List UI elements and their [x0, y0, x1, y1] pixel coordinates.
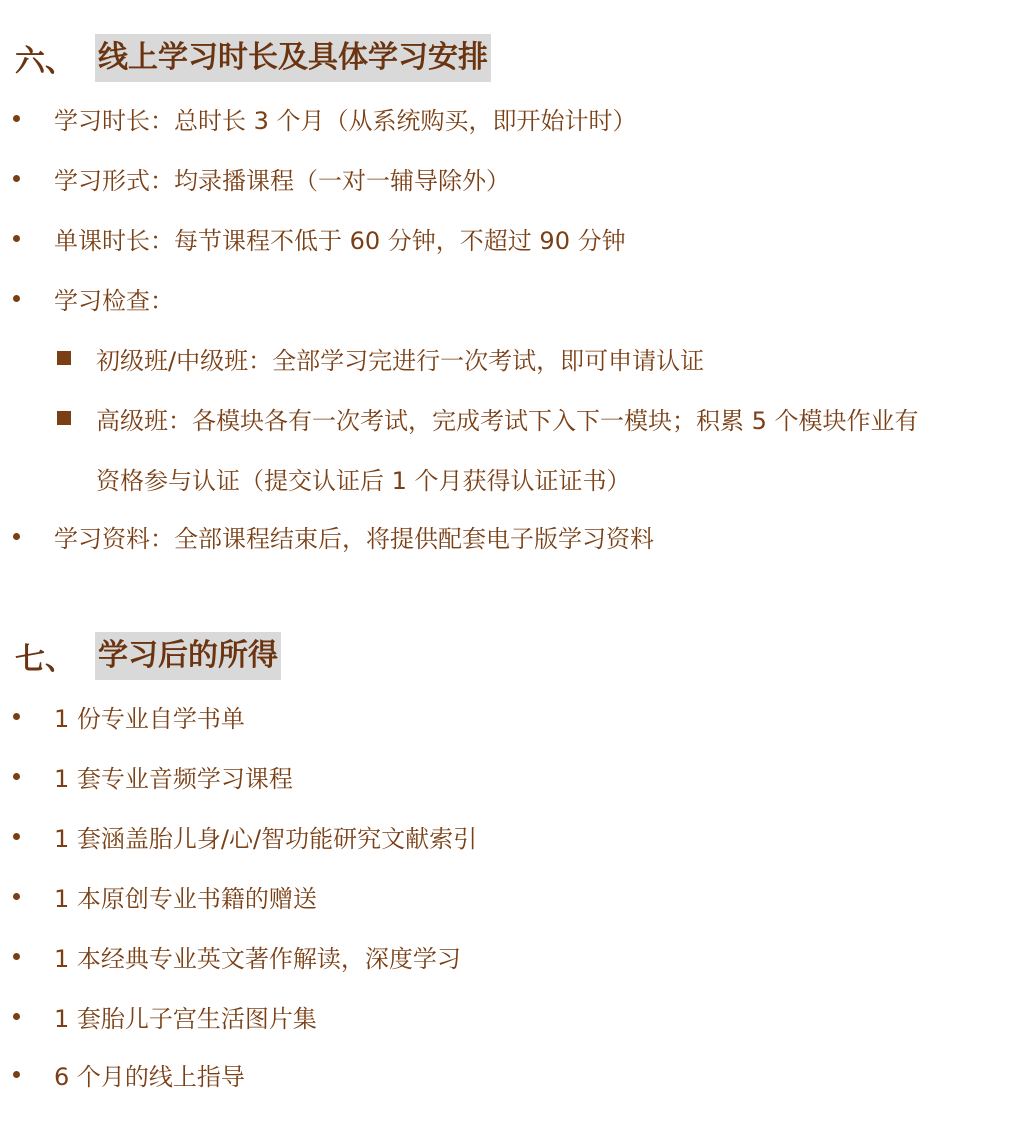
bullet-dot-icon [13, 953, 20, 960]
bullet-dot-icon [13, 115, 20, 122]
list-item [0, 283, 1026, 313]
sub-list-item [0, 403, 1026, 433]
bullet-dot-icon [13, 833, 20, 840]
list-item [0, 103, 1026, 133]
list-item-text: 1 套胎儿子宫生活图片集 [54, 1004, 317, 1033]
section-7-heading [15, 632, 281, 680]
sub-list-item-text: 初级班/中级班：全部学习完进行一次考试，即可申请认证 [96, 346, 705, 375]
list-item [0, 1001, 1026, 1031]
square-bullet-icon [57, 351, 71, 365]
bullet-dot-icon [13, 713, 20, 720]
list-item-text: 1 份专业自学书单 [54, 704, 245, 733]
sub-list-item-text: 高级班：各模块各有一次考试，完成考试下入下一模块；积累 5 个模块作业有 [96, 406, 919, 435]
list-item [0, 163, 1026, 193]
list-item-text: 学习时长：总时长 3 个月（从系统购买，即开始计时） [54, 106, 637, 135]
list-item [0, 941, 1026, 971]
list-item [0, 821, 1026, 851]
list-item [0, 761, 1026, 791]
list-item [0, 1059, 1026, 1089]
section-7-title: 学习后的所得 [95, 632, 281, 680]
bullet-dot-icon [13, 893, 20, 900]
bullet-dot-icon [13, 1013, 20, 1020]
list-item-text: 1 本经典专业英文著作解读，深度学习 [54, 944, 461, 973]
section-7-number: 七、 [15, 642, 75, 677]
section-6-title: 线上学习时长及具体学习安排 [95, 34, 491, 82]
list-item-text: 单课时长：每节课程不低于 60 分钟，不超过 90 分钟 [54, 226, 626, 255]
list-item-text: 学习检查： [54, 286, 174, 315]
list-item-text: 1 套专业音频学习课程 [54, 764, 293, 793]
bullet-dot-icon [13, 773, 20, 780]
list-item-text: 1 套涵盖胎儿身/心/智功能研究文献索引 [54, 824, 478, 853]
list-item [0, 881, 1026, 911]
list-item-text: 6 个月的线上指导 [54, 1062, 245, 1091]
sub-list-item [0, 343, 1026, 373]
list-item-text: 1 本原创专业书籍的赠送 [54, 884, 317, 913]
bullet-dot-icon [13, 295, 20, 302]
bullet-dot-icon [13, 235, 20, 242]
section-6-heading [15, 34, 491, 82]
list-item [0, 701, 1026, 731]
list-item-text: 学习资料：全部课程结束后，将提供配套电子版学习资料 [54, 524, 654, 553]
section-6-number: 六、 [15, 44, 75, 79]
list-item-text: 学习形式：均录播课程（一对一辅导除外） [54, 166, 510, 195]
bullet-dot-icon [13, 175, 20, 182]
bullet-dot-icon [13, 533, 20, 540]
square-bullet-icon [57, 411, 71, 425]
sub-list-item-continuation [0, 463, 1026, 493]
list-item [0, 223, 1026, 253]
bullet-dot-icon [13, 1071, 20, 1078]
sub-list-item-text: 资格参与认证（提交认证后 1 个月获得认证证书） [96, 466, 631, 495]
list-item [0, 521, 1026, 551]
